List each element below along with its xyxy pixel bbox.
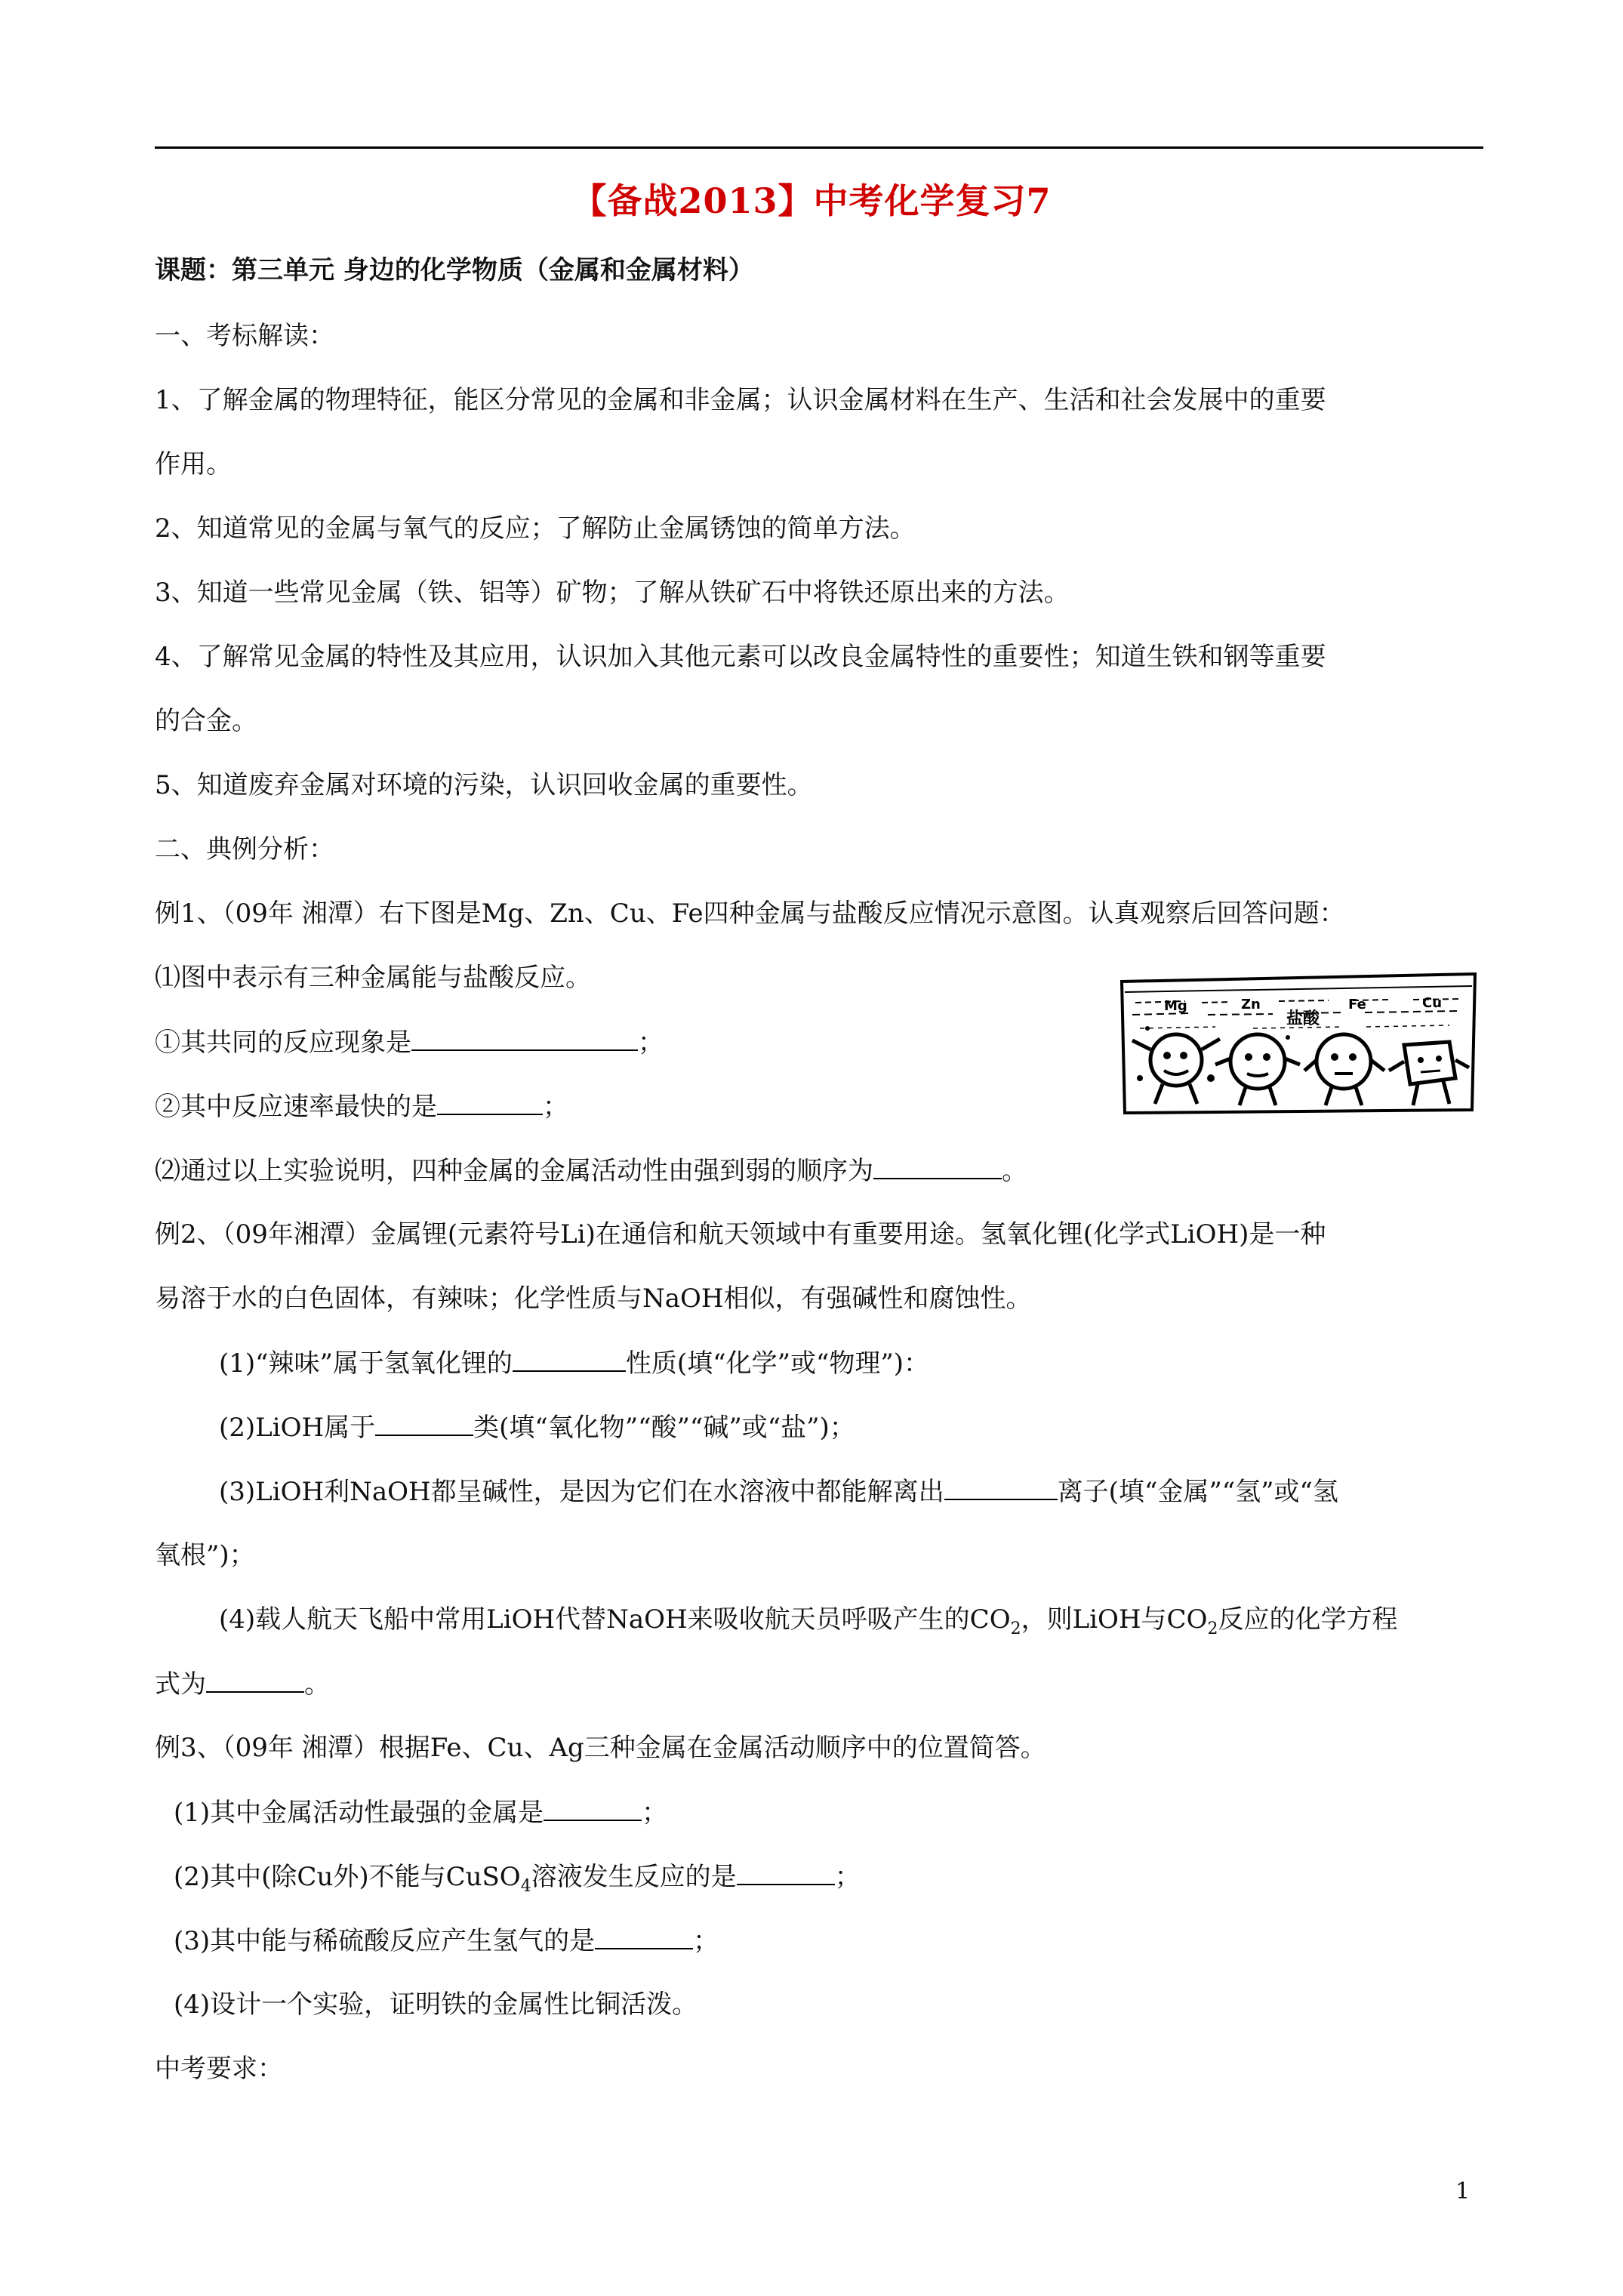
example2-q1: (1)“辣味”属于氢氧化锂的 性质(填“化学”或“物理”)： <box>219 1348 929 1379</box>
page-number: 1 <box>1455 2178 1471 2205</box>
standard-item-3: 3、知道一些常见金属（铁、铝等）矿物；了解从铁矿石中将铁还原出来的方法。 <box>155 578 1070 608</box>
example3-q1: (1)其中金属活动性最强的金属是 ； <box>174 1798 668 1828</box>
example2-intro-1: 例2、（09年湘潭）金属锂(元素符号Li)在通信和航天领域中有重要用途。氢氧化锂(化学式LiOH)是一种 <box>155 1219 1326 1250</box>
zn-label: Zn <box>1241 997 1261 1012</box>
example2-q3-cont: 氧根”)； <box>155 1540 255 1570</box>
section2-heading: 二、典例分析： <box>155 834 334 864</box>
fe-label: Fe <box>1348 997 1366 1012</box>
example2-q4: (4)载人航天飞船中常用LiOH代替NaOH来吸收航天员呼吸产生的$CO_2$，则LiOH与$CO_2$反应的化学方程 <box>219 1604 1398 1638</box>
example1-q1b: ②其中反应速率最快的是 ； <box>155 1092 568 1122</box>
example1-q1: ⑴图中表示有三种金属能与盐酸反应。 <box>155 963 591 993</box>
answer-blank[interactable] <box>944 1476 1058 1500</box>
example2-q3: (3)LiOH利NaOH都呈碱性，是因为它们在水溶液中都能解离出 离子(填“金属”“氢”或“氢 <box>219 1477 1338 1507</box>
cu-label: Cu <box>1422 995 1443 1011</box>
section1-heading: 一、考标解读： <box>155 321 334 351</box>
answer-blank[interactable] <box>375 1412 473 1436</box>
standard-item-4: 4、了解常见金属的特性及其应用，认识加入其他元素可以改良金属特性的重要性；知道生铁和钢等重要 <box>155 642 1326 672</box>
standard-item-1-cont: 作用。 <box>155 449 232 479</box>
answer-blank[interactable] <box>411 1027 638 1051</box>
standard-item-5: 5、知道废弃金属对环境的污染，认识回收金属的重要性。 <box>155 770 813 800</box>
answer-blank[interactable] <box>873 1155 1002 1179</box>
example1-q1a: ①其共同的反应现象是 ； <box>155 1028 664 1058</box>
example3-q2: (2)其中(除Cu外)不能与CuSO$_4$溶液发生反应的是 ； <box>174 1862 861 1896</box>
exam-requirements-heading: 中考要求： <box>155 2054 283 2084</box>
example2-q4-cont: 式为 。 <box>155 1669 330 1700</box>
answer-blank[interactable] <box>513 1348 626 1372</box>
answer-blank[interactable] <box>206 1669 304 1693</box>
acid-label: 盐酸 <box>1286 1009 1320 1028</box>
example3-q3: (3)其中能与稀硫酸反应产生氢气的是 ； <box>174 1926 719 1956</box>
answer-blank[interactable] <box>544 1797 642 1821</box>
example3-intro: 例3、（09年 湘潭）根据Fe、Cu、Ag三种金属在金属活动顺序中的位置简答。 <box>155 1733 1046 1763</box>
answer-blank[interactable] <box>595 1925 693 1949</box>
topic-line: 课题：第三单元 身边的化学物质（金属和金属材料） <box>155 255 754 285</box>
answer-blank[interactable] <box>737 1861 835 1885</box>
mg-label: Mg <box>1164 998 1187 1014</box>
example1-q2: ⑵通过以上实验说明，四种金属的金属活动性由强到弱的顺序为 。 <box>155 1156 1027 1186</box>
answer-blank[interactable] <box>437 1091 543 1115</box>
header-rule <box>155 146 1483 149</box>
standard-item-2: 2、知道常见的金属与氧气的反应；了解防止金属锈蚀的简单方法。 <box>155 513 916 544</box>
page-title: 【备战2013】中考化学复习7 <box>571 180 1052 221</box>
standard-item-1: 1、了解金属的物理特征，能区分常见的金属和非金属；认识金属材料在生产、生活和社会发展中的重要 <box>155 385 1326 415</box>
example2-intro-2: 易溶于水的白色固体，有辣味；化学性质与NaOH相似，有强碱性和腐蚀性。 <box>155 1284 1032 1314</box>
standard-item-4-cont: 的合金。 <box>155 706 257 736</box>
example2-q2: (2)LiOH属于 类(填“氧化物”“酸”“碱”或“盐”)； <box>219 1413 855 1443</box>
example3-q4: (4)设计一个实验，证明铁的金属性比铜活泼。 <box>174 1989 698 2020</box>
metal-acid-reaction-figure <box>1117 965 1480 1116</box>
example1-intro: 例1、（09年 湘潭）右下图是Mg、Zn、Cu、Fe四种金属与盐酸反应情况示意图。认真观察后回答问题： <box>155 898 1345 929</box>
